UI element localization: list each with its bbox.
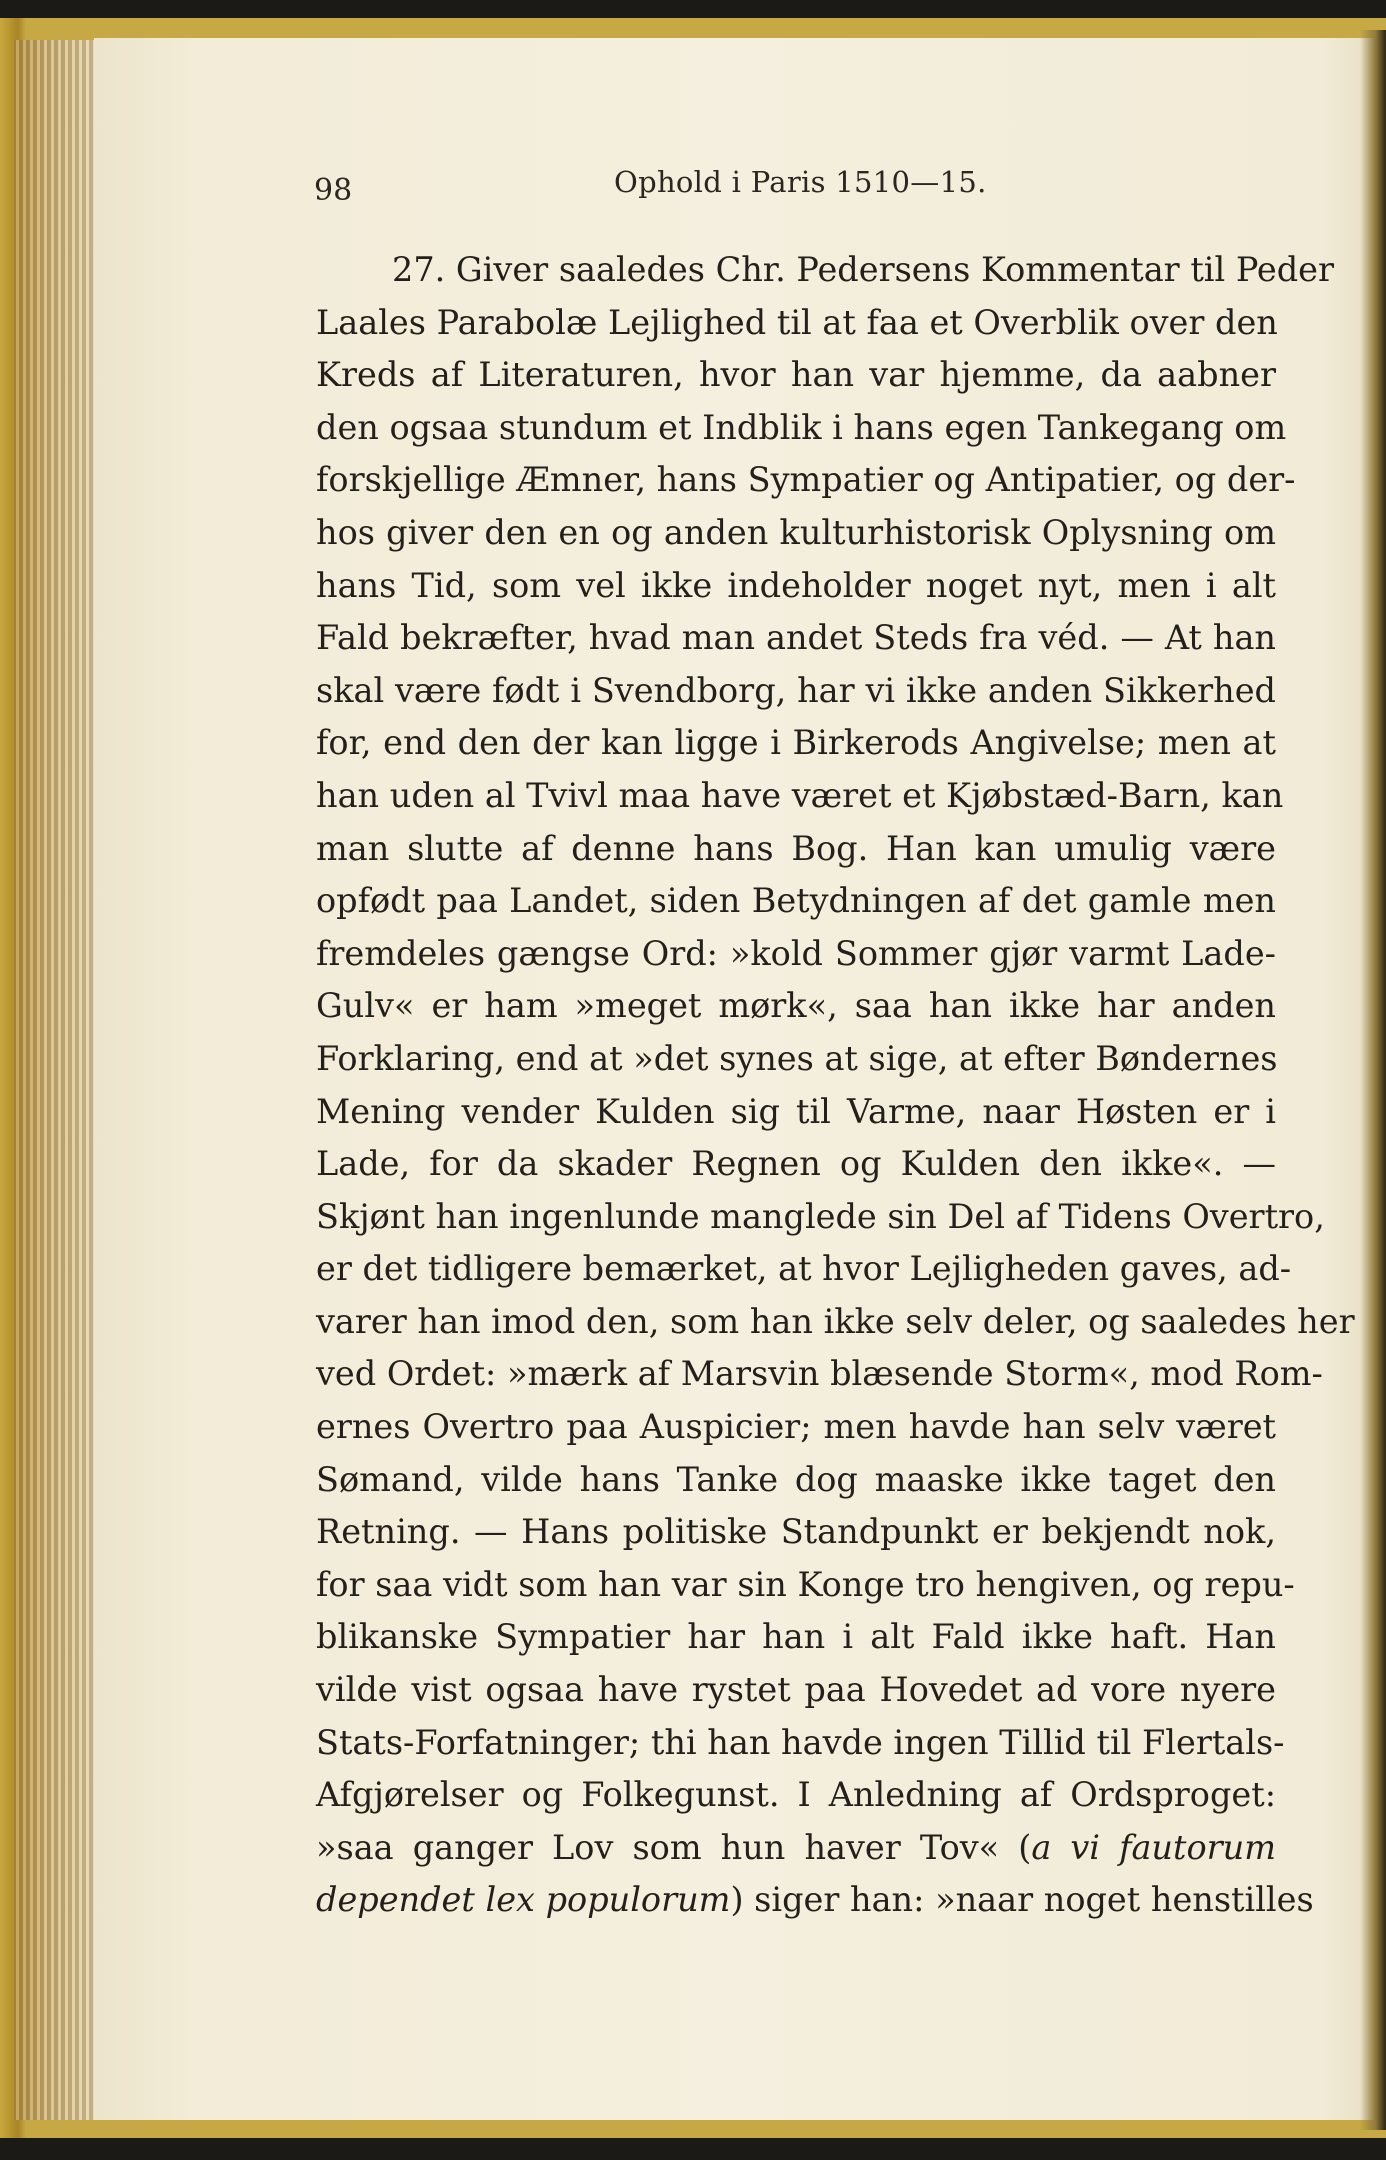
text-line: varer han imod den, som han ikke selv deler, og saaledes her: [316, 1301, 1355, 1341]
text-line: Laales Parabolæ Lejlighed til at faa et Overblik over den: [316, 302, 1278, 342]
page-number: 98: [314, 173, 353, 208]
right-page-shadow: [1360, 30, 1386, 2130]
text-line: den ogsaa stundum et Indblik i hans egen Tankegang om: [316, 407, 1287, 447]
text-line: man slutte af denne hans Bog. Han kan umulig være: [316, 828, 1276, 868]
body-text: [316, 244, 1355, 1927]
text-line: Fald bekræfter, hvad man andet Steds fra véd. — At han: [316, 618, 1276, 658]
text-segment: ) siger han: »naar noget henstilles: [730, 1880, 1314, 1920]
page-gutter: [14, 40, 95, 2120]
text-line: skal være født i Svendborg, har vi ikke anden Sikkerhed: [316, 670, 1276, 710]
text-line: Retning. — Hans politiske Standpunkt er bekjendt nok,: [316, 1512, 1276, 1552]
text-line: er det tidligere bemærket, at hvor Lejligheden gaves, ad-: [316, 1249, 1292, 1289]
text-line: ved Ordet: »mærk af Marsvin blæsende Storm«, mod Rom-: [316, 1354, 1323, 1394]
text-line: for saa vidt som han var sin Konge tro hengiven, og repu-: [316, 1564, 1295, 1604]
text-segment: »saa ganger Lov som hun haver Tov« (: [316, 1827, 1032, 1867]
text-line: fremdeles gængse Ord: »kold Sommer gjør varmt Lade-: [316, 933, 1276, 973]
text-line: hans Tid, som vel ikke indeholder noget nyt, men i alt: [316, 565, 1276, 605]
text-line: han uden al Tvivl maa have været et Kjøbstæd-Barn, kan: [316, 775, 1284, 815]
text-line: vilde vist ogsaa have rystet paa Hovedet ad vore nyere: [316, 1670, 1276, 1710]
text-line: hos giver den en og anden kulturhistorisk Oplysning om: [316, 512, 1276, 552]
latin-phrase: dependet lex populorum: [316, 1880, 731, 1920]
bottom-dark-strip: [0, 2138, 1386, 2160]
latin-phrase: a vi fautorum: [1031, 1827, 1276, 1867]
text-line: 27. Giver saaledes Chr. Pedersens Kommentar til Peder: [392, 250, 1335, 289]
text-line: [316, 1874, 1314, 1927]
text-line: [316, 1822, 1276, 1875]
text-line: blikanske Sympatier har han i alt Fald ikke haft. Han: [316, 1617, 1276, 1657]
top-dark-strip: [0, 0, 1386, 18]
text-line: Stats-Forfatninger; thi han havde ingen Tillid til Flertals-: [316, 1722, 1285, 1762]
text-line: Afgjørelser og Folkegunst. I Anledning af Ordsproget:: [316, 1775, 1276, 1815]
text-line: Sømand, vilde hans Tanke dog maaske ikke taget den: [316, 1459, 1276, 1499]
running-title: Ophold i Paris 1510—15.: [614, 165, 987, 199]
text-line: for, end den der kan ligge i Birkerods Angivelse; men at: [316, 723, 1276, 763]
text-line: ernes Overtro paa Auspicier; men havde han selv været: [316, 1407, 1276, 1447]
text-line: Kreds af Literaturen, hvor han var hjemme, da aabner: [316, 355, 1276, 395]
text-line: Forklaring, end at »det synes at sige, at efter Bøndernes: [316, 1038, 1278, 1078]
text-line: forskjellige Æmner, hans Sympatier og Antipatier, og der-: [316, 460, 1296, 500]
text-line: Lade, for da skader Regnen og Kulden den ikke«. —: [316, 1144, 1276, 1184]
text-line: Skjønt han ingenlunde manglede sin Del af Tidens Overtro,: [316, 1196, 1325, 1236]
text-line: opfødt paa Landet, siden Betydningen af det gamle men: [316, 881, 1276, 921]
text-line: Gulv« er ham »meget mørk«, saa han ikke har anden: [316, 986, 1276, 1026]
text-line: Mening vender Kulden sig til Varme, naar Høsten er i: [316, 1091, 1276, 1131]
